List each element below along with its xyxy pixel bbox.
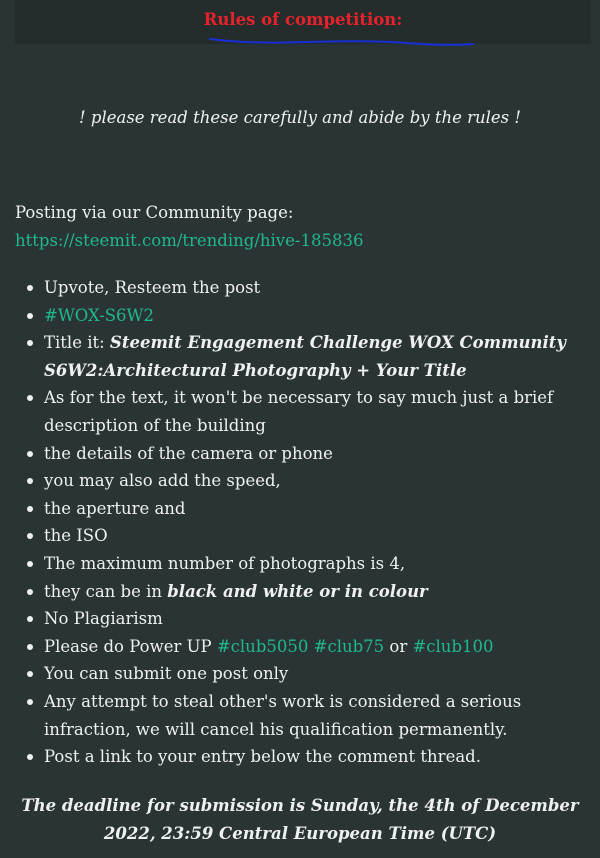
list-item — [44, 578, 594, 606]
community-link[interactable]: https://steemit.com/trending/hive-185836 — [15, 230, 364, 250]
rule-text-note: As for the text, it won't be necessary to say much just a brief description of the building — [44, 388, 554, 435]
powerup-prefix: Please do Power UP — [44, 636, 217, 656]
rule-aperture: the aperture and — [44, 498, 186, 518]
club5050-link[interactable]: #club5050 — [216, 636, 309, 656]
list-item — [44, 384, 594, 439]
club100-link[interactable]: #club100 — [412, 636, 494, 656]
rules-list — [44, 274, 594, 771]
color-prefix: they can be in — [44, 581, 168, 601]
deadline-notice: The deadline for submission is Sunday, the 4th of December 2022, 23:59 Central European Time (UTC) — [21, 796, 579, 843]
list-item — [44, 467, 594, 495]
title-value: Steemit Engagement Challenge WOX Community S6W2:Architectural Photography + Your Title — [44, 333, 567, 380]
rule-plagiarism: No Plagiarism — [44, 609, 163, 629]
list-item — [44, 440, 594, 468]
list-item — [44, 329, 594, 384]
list-item — [44, 522, 594, 550]
list-item — [44, 688, 594, 743]
list-item — [44, 302, 594, 330]
rule-one-post: You can submit one post only — [44, 664, 289, 684]
list-item — [44, 550, 594, 578]
tag-link[interactable]: #WOX-S6W2 — [44, 305, 155, 325]
or-word: or — [384, 636, 413, 656]
list-item — [44, 660, 594, 688]
posting-instructions — [15, 199, 575, 254]
list-item — [44, 605, 594, 633]
club75-link[interactable]: #club75 — [313, 636, 385, 656]
list-item — [44, 633, 594, 661]
title-prefix: Title it: — [44, 333, 110, 353]
header-bar — [15, 0, 591, 44]
underline-scribble — [207, 30, 477, 50]
read-rules-notice: ! please read these carefully and abide by the rules ! — [79, 108, 521, 127]
rule-speed: you may also add the speed, — [44, 471, 281, 491]
page-title: Rules of competition: — [203, 10, 403, 29]
list-item — [44, 743, 594, 771]
rule-camera: the details of the camera or phone — [44, 443, 333, 463]
list-item — [44, 495, 594, 523]
rule-upvote: Upvote, Resteem the post — [44, 278, 261, 297]
rule-iso: the ISO — [44, 526, 108, 546]
rule-steal: Any attempt to steal other's work is considered a serious infraction, we will cancel his qualification permanently. — [44, 691, 522, 739]
posting-label: Posting via our Community page: — [15, 203, 294, 222]
rule-link-entry: Post a link to your entry below the comment thread. — [44, 747, 481, 767]
color-value: black and white or in colour — [167, 581, 428, 601]
list-item — [44, 274, 594, 302]
rule-max-photos: The maximum number of photographs is 4, — [44, 553, 406, 573]
